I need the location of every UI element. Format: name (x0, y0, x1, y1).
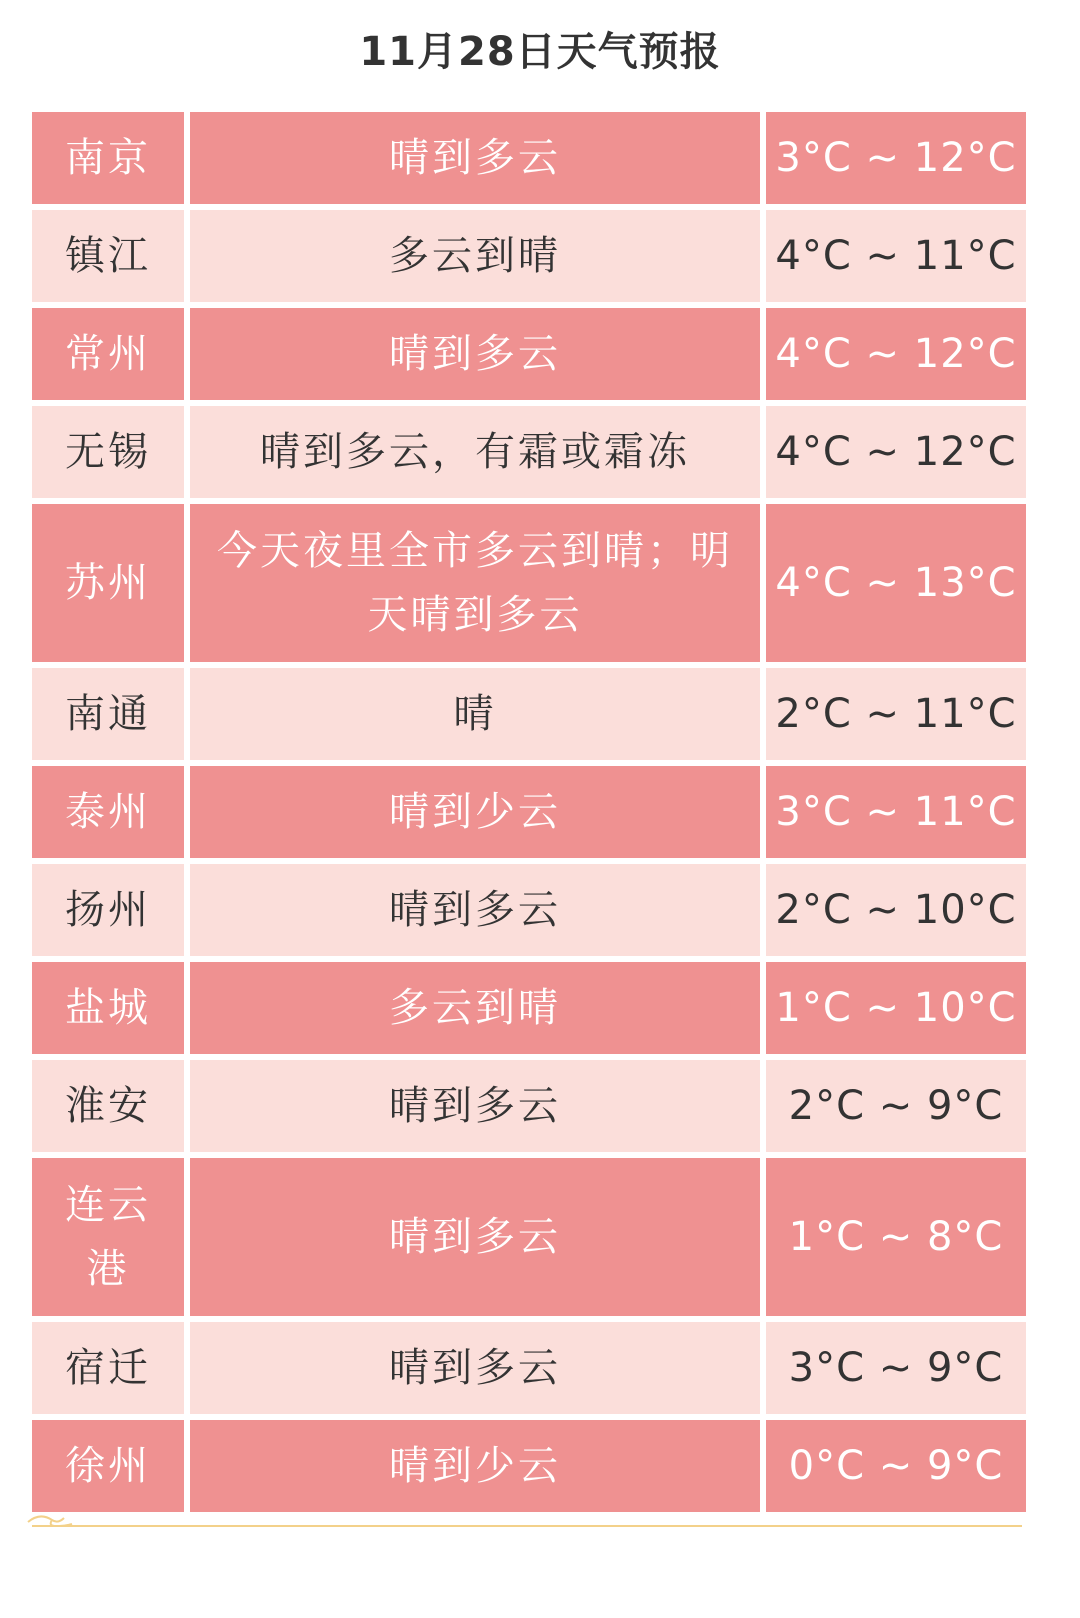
weather-cell: 晴到多云 (190, 308, 760, 400)
temperature-cell: 4°C ~ 12°C (766, 308, 1026, 400)
weather-cell: 晴 (190, 668, 760, 760)
table-row (32, 766, 1049, 858)
weather-cell: 晴到多云 (190, 864, 760, 956)
temperature-cell: 4°C ~ 13°C (766, 504, 1026, 662)
city-cell: 苏州 (32, 504, 184, 662)
page-title: 11月28日天气预报 (359, 29, 721, 75)
city-cell: 无锡 (32, 406, 184, 498)
city-cell: 徐州 (32, 1420, 184, 1512)
temperature-cell: 2°C ~ 9°C (766, 1060, 1026, 1152)
table-row (32, 112, 1049, 204)
temperature-cell: 3°C ~ 9°C (766, 1322, 1026, 1414)
table-row (32, 962, 1049, 1054)
weather-cell: 多云到晴 (190, 210, 760, 302)
city-cell: 泰州 (32, 766, 184, 858)
temperature-cell: 2°C ~ 10°C (766, 864, 1026, 956)
temperature-cell: 4°C ~ 12°C (766, 406, 1026, 498)
table-row (32, 308, 1049, 400)
city-cell: 宿迁 (32, 1322, 184, 1414)
weather-cell: 晴到少云 (190, 766, 760, 858)
table-row (32, 864, 1049, 956)
table-row (32, 1060, 1049, 1152)
table-row (32, 406, 1049, 498)
weather-cell: 晴到少云 (190, 1420, 760, 1512)
city-cell: 常州 (32, 308, 184, 400)
weather-cell: 多云到晴 (190, 962, 760, 1054)
temperature-cell: 3°C ~ 12°C (766, 112, 1026, 204)
table-row (32, 668, 1049, 760)
table-row (32, 504, 1049, 662)
swirl-ornament-icon (26, 1508, 74, 1528)
temperature-cell: 4°C ~ 11°C (766, 210, 1026, 302)
temperature-cell: 1°C ~ 8°C (766, 1158, 1026, 1316)
city-cell: 南通 (32, 668, 184, 760)
weather-cell: 晴到多云 (190, 112, 760, 204)
weather-cell: 晴到多云 (190, 1158, 760, 1316)
city-cell: 淮安 (32, 1060, 184, 1152)
decorative-divider (32, 1525, 1022, 1527)
table-row (32, 210, 1049, 302)
temperature-cell: 1°C ~ 10°C (766, 962, 1026, 1054)
city-cell: 镇江 (32, 210, 184, 302)
city-cell: 盐城 (32, 962, 184, 1054)
table-row (32, 1158, 1049, 1316)
weather-cell: 晴到多云 (190, 1322, 760, 1414)
temperature-cell: 3°C ~ 11°C (766, 766, 1026, 858)
city-cell: 扬州 (32, 864, 184, 956)
city-cell: 连云港 (32, 1158, 184, 1316)
forecast-table (32, 112, 1049, 1518)
weather-cell: 晴到多云，有霜或霜冻 (190, 406, 760, 498)
temperature-cell: 2°C ~ 11°C (766, 668, 1026, 760)
weather-cell: 今天夜里全市多云到晴；明天晴到多云 (190, 504, 760, 662)
city-cell: 南京 (32, 112, 184, 204)
table-row (32, 1420, 1049, 1512)
table-row (32, 1322, 1049, 1414)
temperature-cell: 0°C ~ 9°C (766, 1420, 1026, 1512)
weather-cell: 晴到多云 (190, 1060, 760, 1152)
